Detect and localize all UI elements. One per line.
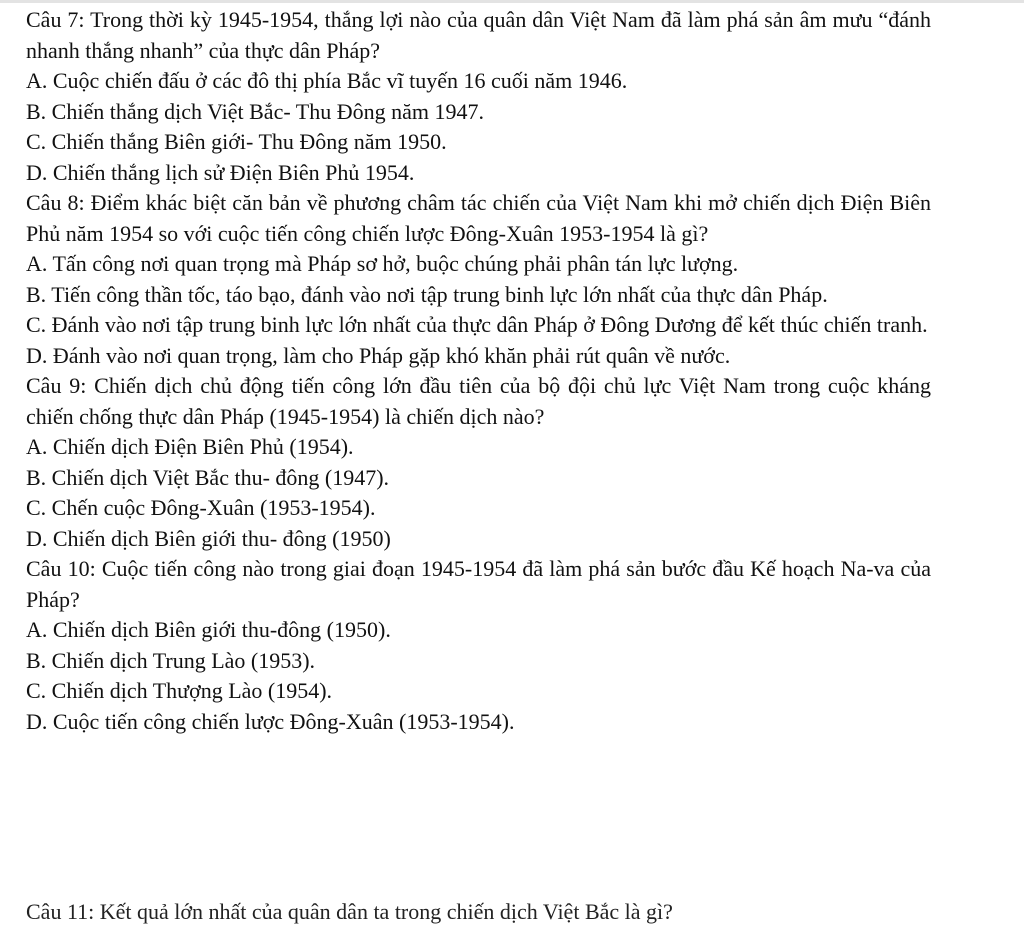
answer-option: C. Chến cuộc Đông-Xuân (1953-1954).	[26, 495, 376, 520]
answer-option: D. Chiến thắng lịch sử Điện Biên Phủ 1954.	[26, 159, 415, 185]
question-stem: Câu 10: Cuộc tiến công nào trong giai đoạn 1945-1954 đã làm phá sản bước đầu Kế hoạch Na-va của Pháp?	[26, 556, 931, 612]
answer-option: D. Cuộc tiến công chiến lược Đông-Xuân (1953-1954).	[26, 708, 515, 734]
question-stem: Câu 8: Điểm khác biệt căn bản về phương châm tác chiến của Việt Nam khi mở chiến dịch Điện Biên Phủ năm 1954 so với cuộc tiến công chiến lược Đông-Xuân 1953-1954 là gì?	[26, 190, 931, 246]
answer-option: C. Đánh vào nơi tập trung binh lực lớn nhất của thực dân Pháp ở Đông Dương để kết thúc chiến tranh.	[26, 312, 928, 337]
answer-option: A. Cuộc chiến đấu ở các đô thị phía Bắc vĩ tuyến 16 cuối năm 1946.	[26, 68, 628, 93]
top-border	[0, 0, 1024, 3]
answer-option: B. Chiến dịch Trung Lào (1953).	[26, 647, 316, 673]
question-7	[26, 5, 931, 188]
answer-option: B. Chiến thắng dịch Việt Bắc- Thu Đông năm 1947.	[26, 98, 484, 124]
question-9	[26, 371, 931, 554]
question-stem: Câu 7: Trong thời kỳ 1945-1954, thắng lợi nào của quân dân Việt Nam đã làm phá sản âm mưu “đánh nhanh thắng nhanh” của thực dân Pháp?	[26, 7, 931, 63]
answer-option: A. Tấn công nơi quan trọng mà Pháp sơ hở, buộc chúng phải phân tán lực lượng.	[26, 251, 739, 276]
answer-option: B. Chiến dịch Việt Bắc thu- đông (1947).	[26, 464, 390, 490]
answer-option: A. Chiến dịch Điện Biên Phủ (1954).	[26, 434, 354, 459]
answer-option: C. Chiến thắng Biên giới- Thu Đông năm 1950.	[26, 129, 447, 154]
answer-option: C. Chiến dịch Thượng Lào (1954).	[26, 678, 333, 703]
question-10	[26, 554, 931, 737]
question-list	[26, 5, 931, 737]
question-stem: Câu 9: Chiến dịch chủ động tiến công lớn đầu tiên của bộ đội chủ lực Việt Nam trong cuộc kháng chiến chống thực dân Pháp (1945-1954) là chiến dịch nào?	[26, 373, 931, 429]
answer-option: B. Tiến công thần tốc, táo bạo, đánh vào nơi tập trung binh lực lớn nhất của thực dân Pháp.	[26, 281, 828, 307]
answer-option: A. Chiến dịch Biên giới thu-đông (1950).	[26, 617, 391, 642]
cutoff-question-line	[26, 893, 931, 924]
answer-option: D. Chiến dịch Biên giới thu- đông (1950)	[26, 525, 391, 551]
cutoff-text: Câu 11: Kết quả lớn nhất của quân dân ta trong chiến dịch Việt Bắc là gì?	[26, 899, 673, 924]
question-8	[26, 188, 931, 371]
answer-option: D. Đánh vào nơi quan trọng, làm cho Pháp gặp khó khăn phải rút quân về nước.	[26, 342, 731, 368]
